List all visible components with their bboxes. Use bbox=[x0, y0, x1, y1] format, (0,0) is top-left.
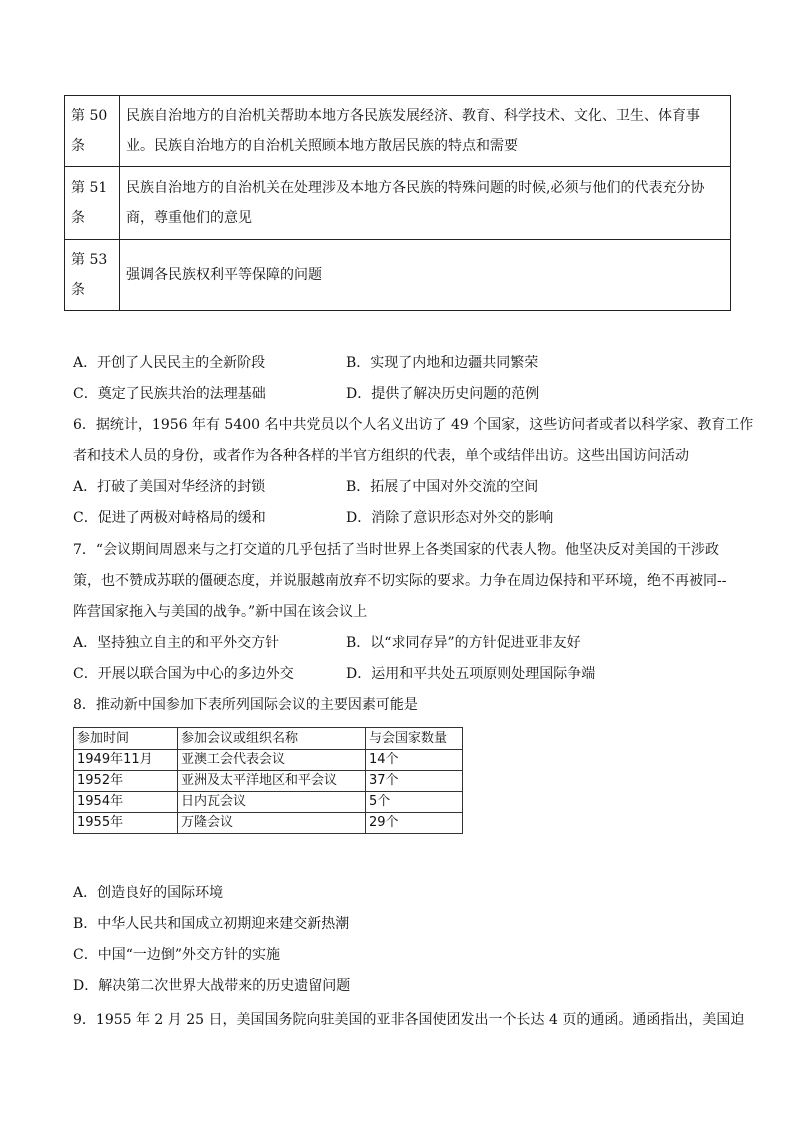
column-header: 参加时间 bbox=[74, 728, 178, 750]
q8-option-b: B．中华人民共和国成立初期迎来建交新热潮 bbox=[73, 916, 350, 932]
table-cell: 1955年 bbox=[74, 813, 178, 834]
table-cell: 1954年 bbox=[74, 792, 178, 813]
table-cell: 1949年11月 bbox=[74, 750, 178, 771]
table-row bbox=[65, 167, 731, 240]
table-cell: 日内瓦会议 bbox=[178, 792, 366, 813]
table-row bbox=[65, 240, 731, 311]
q6-option-c: C．促进了两极对峙格局的缓和 bbox=[73, 510, 266, 526]
article-text: 强调各民族权利平等保障的问题 bbox=[120, 240, 731, 311]
article-number-line: 第 51 bbox=[71, 180, 108, 196]
q6-stem-line: 者和技术人员的身份，或者作为各种各样的半官方组织的代表，单个或结伴出访。这些出国访问活动 bbox=[73, 448, 689, 464]
table-header-row bbox=[74, 728, 463, 750]
article-number bbox=[65, 240, 120, 311]
table-row bbox=[74, 813, 463, 834]
q7-stem-line: 策，也不赞成苏联的僵硬态度，并说服越南放弃不切实际的要求。力争在周边保持和平环境，绝不再被同-- bbox=[73, 573, 727, 589]
q6-option-a: A．打破了美国对华经济的封锁 bbox=[73, 479, 266, 495]
table-row bbox=[74, 771, 463, 792]
article-number-line: 第 50 bbox=[71, 108, 108, 124]
table-cell: 1952年 bbox=[74, 771, 178, 792]
table-cell: 14个 bbox=[366, 750, 463, 771]
article-number-line: 条 bbox=[71, 210, 85, 226]
q9-stem-line: 9．1955 年 2 月 25 日，美国国务院向驻美国的亚非各国使团发出一个长达 4 页的通函。通函指出，美国迫 bbox=[73, 1012, 745, 1028]
q6-option-d: D．消除了意识形态对外交的影响 bbox=[346, 510, 554, 526]
q8-option-c: C．中国“一边倒”外交方针的实施 bbox=[73, 947, 281, 963]
column-header: 参加会议或组织名称 bbox=[178, 728, 366, 750]
article-number-line: 条 bbox=[71, 282, 85, 298]
table-row bbox=[65, 96, 731, 167]
table-cell: 37个 bbox=[366, 771, 463, 792]
q6-stem-line: 6．据统计，1956 年有 5400 名中共党员以个人名义出访了 49 个国家，这些访问者或者以科学家、教育工作 bbox=[73, 417, 754, 433]
article-number bbox=[65, 167, 120, 240]
articles-table bbox=[64, 95, 731, 311]
table-cell: 5个 bbox=[366, 792, 463, 813]
q5-option-b: B．实现了内地和边疆共同繁荣 bbox=[346, 355, 539, 371]
q8-stem: 8．推动新中国参加下表所列国际会议的主要因素可能是 bbox=[73, 697, 418, 713]
q5-option-d: D．提供了解决历史问题的范例 bbox=[346, 386, 540, 402]
q5-option-c: C．奠定了民族共治的法理基础 bbox=[73, 386, 266, 402]
q7-stem-line: 7．“会议期间周恩来与之打交道的几乎包括了当时世界上各类国家的代表人物。他坚决反对美国的干涉政 bbox=[73, 542, 720, 558]
q8-option-a: A．创造良好的国际环境 bbox=[73, 885, 224, 901]
article-number-line: 第 53 bbox=[71, 252, 108, 268]
table-row bbox=[74, 792, 463, 813]
table-cell: 万隆会议 bbox=[178, 813, 366, 834]
table-cell: 亚洲及太平洋地区和平会议 bbox=[178, 771, 366, 792]
conference-table bbox=[73, 727, 463, 834]
table-cell: 亚澳工会代表会议 bbox=[178, 750, 366, 771]
q8-option-d: D．解决第二次世界大战带来的历史遗留问题 bbox=[73, 978, 351, 994]
article-text: 民族自治地方的自治机关在处理涉及本地方各民族的特殊问题的时候,必须与他们的代表充分协商，尊重他们的意见 bbox=[120, 167, 731, 240]
q7-option-b: B．以“求同存异”的方针促进亚非友好 bbox=[346, 635, 581, 651]
q7-option-d: D．运用和平共处五项原则处理国际争端 bbox=[346, 666, 596, 682]
q7-option-c: C．开展以联合国为中心的多边外交 bbox=[73, 666, 294, 682]
q6-option-b: B．拓展了中国对外交流的空间 bbox=[346, 479, 539, 495]
column-header: 与会国家数量 bbox=[366, 728, 463, 750]
article-number bbox=[65, 96, 120, 167]
table-row bbox=[74, 750, 463, 771]
table-cell: 29个 bbox=[366, 813, 463, 834]
article-number-line: 条 bbox=[71, 138, 85, 154]
q5-option-a: A．开创了人民民主的全新阶段 bbox=[73, 355, 266, 371]
q7-stem-line: 阵营国家拖入与美国的战争。”新中国在该会议上 bbox=[73, 604, 368, 620]
article-text: 民族自治地方的自治机关帮助本地方各民族发展经济、教育、科学技术、文化、卫生、体育事业。民族自治地方的自治机关照顾本地方散居民族的特点和需要 bbox=[120, 96, 731, 167]
q7-option-a: A．坚持独立自主的和平外交方针 bbox=[73, 635, 280, 651]
